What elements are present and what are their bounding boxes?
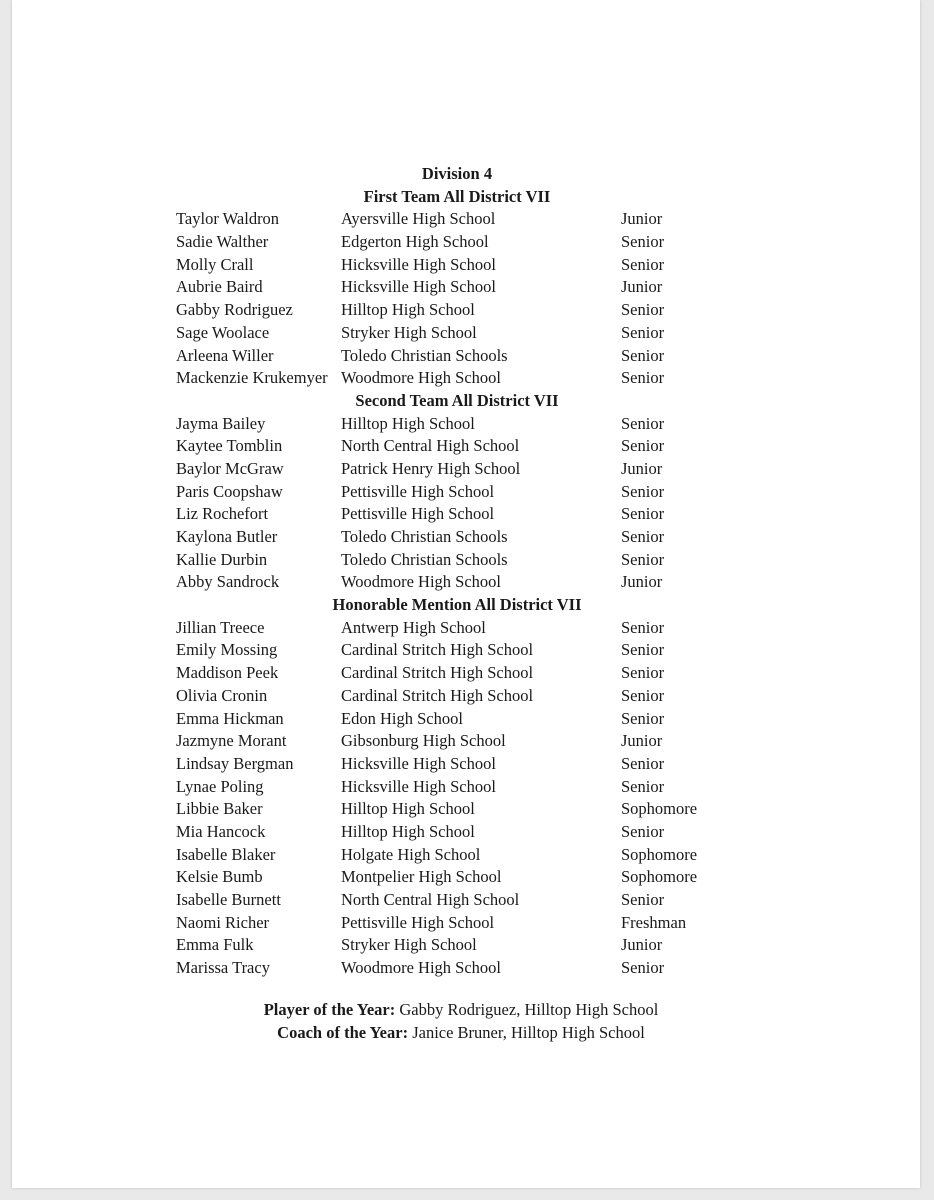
player-school: Hilltop High School (341, 799, 475, 819)
player-grade: Senior (621, 617, 665, 637)
player-name: Paris Coopshaw (176, 481, 283, 501)
player-grade: Senior (621, 821, 665, 841)
player-name: Kallie Durbin (176, 549, 268, 569)
player-school: Woodmore High School (341, 958, 501, 978)
player-row (176, 708, 756, 731)
player-name: Taylor Waldron (176, 209, 280, 229)
player-school: Hicksville High School (341, 753, 496, 773)
player-school: Edgerton High School (341, 232, 489, 252)
player-school: Antwerp High School (341, 617, 486, 637)
player-grade: Senior (621, 685, 665, 705)
player-school: Stryker High School (341, 322, 477, 342)
player-grade: Senior (621, 413, 665, 433)
player-row (176, 276, 756, 299)
player-row (176, 912, 756, 935)
player-row (176, 730, 756, 753)
player-school: Stryker High School (341, 935, 477, 955)
player-row (176, 844, 756, 867)
player-school: Ayersville High School (341, 209, 496, 229)
player-grade: Junior (621, 458, 663, 478)
player-grade: Senior (621, 232, 665, 252)
player-grade: Senior (621, 322, 665, 342)
coach-of-the-year-label: Coach of the Year: (277, 1022, 409, 1042)
player-row (176, 208, 756, 231)
player-name: Mackenzie Krukemyer (176, 368, 328, 388)
player-name: Baylor McGraw (176, 458, 284, 478)
player-row (176, 957, 756, 980)
player-school: Hicksville High School (341, 277, 496, 297)
player-row (176, 889, 756, 912)
player-name: Kaylona Butler (176, 527, 278, 546)
player-row (176, 639, 756, 662)
player-of-the-year (171, 999, 751, 1022)
player-school: Cardinal Stritch High School (341, 685, 534, 705)
player-name: Kelsie Bumb (176, 867, 263, 887)
player-name: Arleena Willer (176, 345, 274, 365)
player-name: Molly Crall (176, 254, 254, 274)
section-heading: Honorable Mention All District VII (332, 595, 582, 615)
coach-of-the-year-value: Janice Bruner, Hilltop High School (412, 1022, 645, 1042)
player-row (176, 776, 756, 799)
player-school: Holgate High School (341, 844, 481, 864)
player-grade: Senior (621, 708, 665, 728)
player-name: Emily Mossing (176, 640, 278, 660)
player-grade: Senior (621, 776, 665, 796)
player-grade: Junior (621, 209, 663, 229)
player-name: Maddison Peek (176, 663, 279, 683)
player-name: Olivia Cronin (176, 685, 268, 705)
player-of-the-year-value: Gabby Rodriguez, Hilltop High School (399, 1000, 659, 1019)
player-grade: Senior (621, 890, 665, 909)
player-school: Woodmore High School (341, 368, 501, 388)
player-grade: Sophomore (621, 799, 698, 819)
player-grade: Sophomore (621, 867, 698, 887)
player-of-the-year-label: Player of the Year: (263, 1000, 396, 1019)
roster-sections (176, 186, 756, 980)
player-school: Gibsonburg High School (341, 731, 506, 751)
player-row (176, 866, 756, 889)
player-name: Jazmyne Morant (176, 731, 287, 751)
player-name: Jayma Bailey (176, 413, 266, 433)
player-grade: Senior (621, 300, 665, 320)
player-name: Marissa Tracy (176, 958, 270, 978)
player-school: Toledo Christian Schools (341, 345, 508, 365)
player-grade: Senior (621, 640, 665, 660)
player-row (176, 458, 756, 481)
coach-of-the-year (171, 1022, 751, 1045)
player-grade: Senior (621, 368, 665, 388)
player-row (176, 571, 756, 594)
player-name: Naomi Richer (176, 912, 270, 932)
player-grade: Senior (621, 254, 665, 274)
player-row (176, 435, 756, 458)
player-name: Kaytee Tomblin (176, 436, 283, 456)
player-grade: Senior (621, 504, 665, 524)
player-school: Hicksville High School (341, 254, 496, 274)
player-name: Aubrie Baird (176, 277, 263, 297)
player-grade: Senior (621, 753, 665, 773)
player-row (176, 367, 756, 390)
player-name: Lindsay Bergman (176, 753, 294, 773)
player-name: Isabelle Burnett (176, 890, 281, 909)
player-school: Edon High School (341, 708, 463, 728)
player-grade: Senior (621, 549, 665, 569)
player-grade: Junior (621, 572, 663, 592)
player-grade: Freshman (621, 912, 687, 932)
player-school: Pettisville High School (341, 912, 495, 932)
player-school: Patrick Henry High School (341, 458, 521, 478)
player-row (176, 254, 756, 277)
player-name: Libbie Baker (176, 799, 263, 819)
player-school: Cardinal Stritch High School (341, 640, 534, 660)
player-row (176, 299, 756, 322)
player-school: Hilltop High School (341, 300, 475, 320)
player-school: Toledo Christian Schools (341, 527, 508, 546)
player-row (176, 503, 756, 526)
player-grade: Sophomore (621, 844, 698, 864)
player-school: Hilltop High School (341, 821, 475, 841)
player-row (176, 345, 756, 368)
player-name: Sadie Walther (176, 232, 269, 252)
awards-block (176, 999, 756, 1044)
player-grade: Junior (621, 277, 663, 297)
player-school: Montpelier High School (341, 867, 502, 887)
player-name: Isabelle Blaker (176, 844, 276, 864)
player-row (176, 821, 756, 844)
division-title: Division 4 (421, 164, 493, 183)
section-heading: Second Team All District VII (355, 390, 559, 410)
player-row (176, 231, 756, 254)
player-school: Pettisville High School (341, 481, 495, 501)
player-row (176, 481, 756, 504)
player-grade: Senior (621, 527, 665, 546)
roster-content (176, 163, 756, 1042)
player-grade: Junior (621, 731, 663, 751)
player-school: Toledo Christian Schools (341, 549, 508, 569)
player-row (176, 322, 756, 345)
player-row (176, 526, 756, 549)
player-name: Jillian Treece (176, 617, 265, 637)
player-row (176, 934, 756, 957)
player-row (176, 617, 756, 640)
player-school: Pettisville High School (341, 504, 495, 524)
player-row (176, 753, 756, 776)
player-name: Emma Fulk (176, 935, 254, 955)
document-page (12, 0, 920, 1188)
player-name: Liz Rochefort (176, 504, 269, 524)
player-name: Sage Woolace (176, 322, 270, 342)
player-name: Mia Hancock (176, 821, 266, 841)
player-name: Gabby Rodriguez (176, 300, 293, 320)
player-grade: Senior (621, 481, 665, 501)
player-school: Hilltop High School (341, 413, 475, 433)
player-grade: Junior (621, 935, 663, 955)
player-school: Hicksville High School (341, 776, 496, 796)
player-school: North Central High School (341, 890, 520, 909)
player-row (176, 413, 756, 436)
player-school: Cardinal Stritch High School (341, 663, 534, 683)
player-row (176, 685, 756, 708)
player-grade: Senior (621, 663, 665, 683)
section-heading: First Team All District VII (363, 186, 551, 206)
player-row (176, 798, 756, 821)
player-row (176, 662, 756, 685)
player-name: Lynae Poling (176, 776, 264, 796)
player-name: Emma Hickman (176, 708, 284, 728)
player-grade: Senior (621, 436, 665, 456)
player-school: North Central High School (341, 436, 520, 456)
player-school: Woodmore High School (341, 572, 501, 592)
player-name: Abby Sandrock (176, 572, 280, 592)
player-grade: Senior (621, 958, 665, 978)
player-grade: Senior (621, 345, 665, 365)
player-row (176, 549, 756, 572)
